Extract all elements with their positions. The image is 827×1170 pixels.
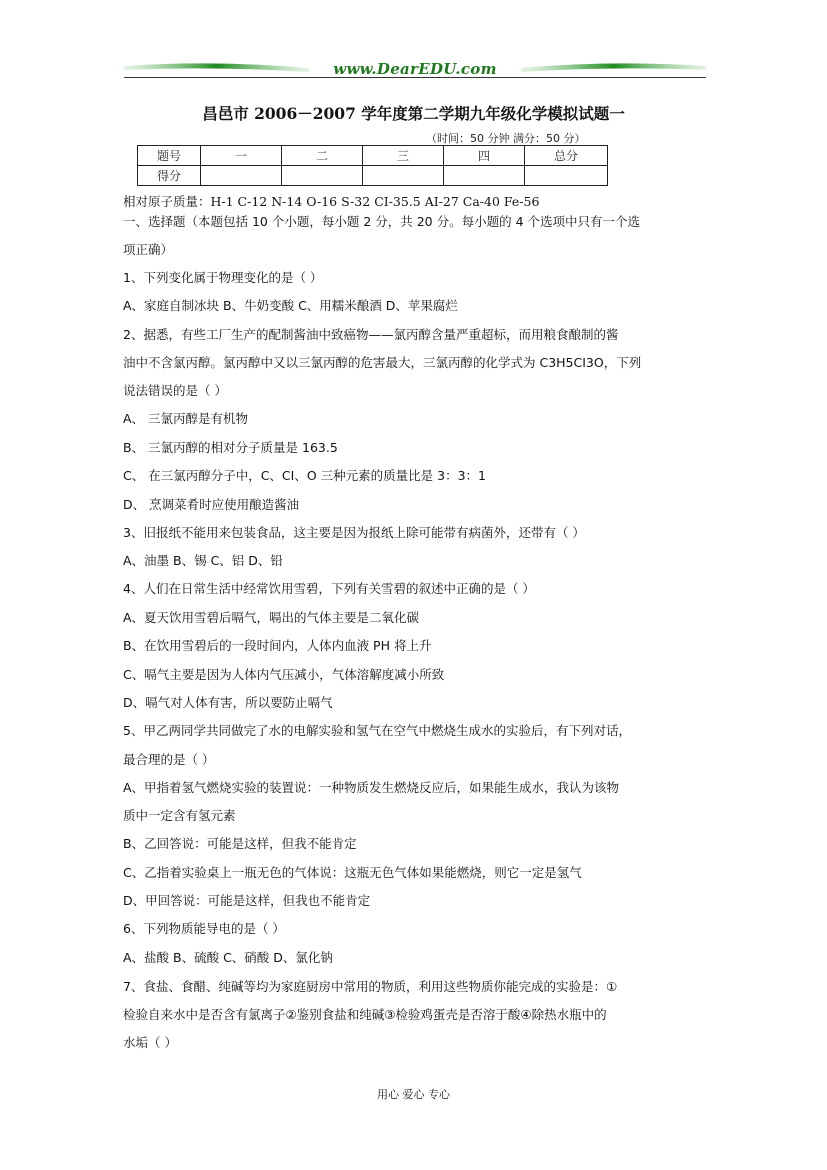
score-header-cell: 题号 — [138, 146, 201, 166]
question-line: 质中一定含有氢元素 — [123, 808, 236, 823]
question-line: D、甲回答说：可能是这样，但我也不能肯定 — [123, 893, 371, 908]
question-line: 项正确） — [123, 242, 174, 257]
question-line: 说法错误的是（ ） — [123, 383, 227, 398]
question-line: 最合理的是（ ） — [123, 752, 215, 767]
question-line: 水垢（ ） — [123, 1035, 177, 1050]
site-logo-text: www.DearEDU.com — [333, 60, 497, 78]
question-line: A、油墨 B、锡 C、铝 D、铅 — [123, 553, 283, 568]
score-table — [137, 145, 608, 186]
header-logo — [124, 58, 706, 82]
question-line: 油中不含氯丙醇。氯丙醇中又以三氯丙醇的危害最大，三氯丙醇的化学式为 C3H5CI3O，下列 — [123, 355, 642, 370]
question-line: B、在饮用雪碧后的一段时间内，人体内血液 PH 将上升 — [123, 638, 432, 653]
question-line: 2、据悉，有些工厂生产的配制酱油中致癌物——氯丙醇含量严重超标，而用粮食酿制的酱 — [123, 327, 619, 342]
question-line: D、嗝气对人体有害，所以要防止嗝气 — [123, 695, 333, 710]
atomic-masses: 相对原子质量：H-1 C-12 N-14 O-16 S-32 CI-35.5 AI-27 Ca-40 Fe-56 — [123, 194, 540, 209]
question-line: B、乙回答说：可能是这样，但我不能肯定 — [123, 836, 357, 851]
score-table-score-row — [138, 166, 608, 186]
score-header-cell: 一 — [201, 146, 282, 166]
question-line: 4、人们在日常生活中经常饮用雪碧，下列有关雪碧的叙述中正确的是（ ） — [123, 581, 535, 596]
question-line: 7、食盐、食醋、纯碱等均为家庭厨房中常用的物质，利用这些物质你能完成的实验是：① — [123, 979, 618, 994]
score-row-label: 得分 — [138, 166, 201, 186]
score-cell — [363, 166, 444, 186]
score-header-cell: 三 — [363, 146, 444, 166]
question-line: A、 三氯丙醇是有机物 — [123, 411, 249, 426]
page-footer: 用心 爱心 专心 — [377, 1088, 450, 1101]
question-line: C、乙指着实验桌上一瓶无色的气体说：这瓶无色气体如果能燃烧，则它一定是氢气 — [123, 865, 582, 880]
question-line: A、甲指着氢气燃烧实验的装置说：一种物质发生燃烧反应后，如果能生成水，我认为该物 — [123, 780, 620, 795]
score-table-header-row — [138, 146, 608, 166]
question-line: C、 在三氯丙醇分子中，C、CI、O 三种元素的质量比是 3：3：1 — [123, 468, 486, 483]
question-line: 5、甲乙两同学共同做完了水的电解实验和氢气在空气中燃烧生成水的实验后，有下列对话， — [123, 723, 631, 738]
question-line: B、 三氯丙醇的相对分子质量是 163.5 — [123, 440, 338, 455]
question-line: D、 烹调菜肴时应使用酿造酱油 — [123, 497, 300, 512]
score-cell — [282, 166, 363, 186]
score-cell — [201, 166, 282, 186]
header-rule — [124, 77, 706, 78]
question-line: 6、下列物质能导电的是（ ） — [123, 921, 285, 936]
time-info: （时间：50 分钟 满分：50 分） — [426, 132, 586, 145]
page-title: 昌邑市 2006－2007 学年度第二学期九年级化学模拟试题一 — [202, 104, 625, 123]
question-line: A、盐酸 B、硫酸 C、硝酸 D、氯化钠 — [123, 950, 333, 965]
question-line: C、嗝气主要是因为人体内气压减小，气体溶解度减小所致 — [123, 667, 445, 682]
question-line: A、家庭自制冰块 B、牛奶变酸 C、用糯米酿酒 D、苹果腐烂 — [123, 298, 458, 313]
question-line: A、夏天饮用雪碧后嗝气，嗝出的气体主要是二氧化碳 — [123, 610, 420, 625]
score-cell — [444, 166, 525, 186]
question-line: 1、下列变化属于物理变化的是（ ） — [123, 270, 323, 285]
score-header-cell: 总分 — [525, 146, 608, 166]
question-line: 检验自来水中是否含有氯离子②鉴别食盐和纯碱③检验鸡蛋壳是否溶于酸④除热水瓶中的 — [123, 1007, 607, 1022]
score-header-cell: 二 — [282, 146, 363, 166]
score-header-cell: 四 — [444, 146, 525, 166]
question-line: 3、旧报纸不能用来包装食品，这主要是因为报纸上除可能带有病菌外，还带有（ ） — [123, 525, 585, 540]
question-line: 一、选择题（本题包括 10 个小题，每小题 2 分，共 20 分。每小题的 4 个选项中只有一个选 — [123, 214, 641, 229]
score-cell — [525, 166, 608, 186]
